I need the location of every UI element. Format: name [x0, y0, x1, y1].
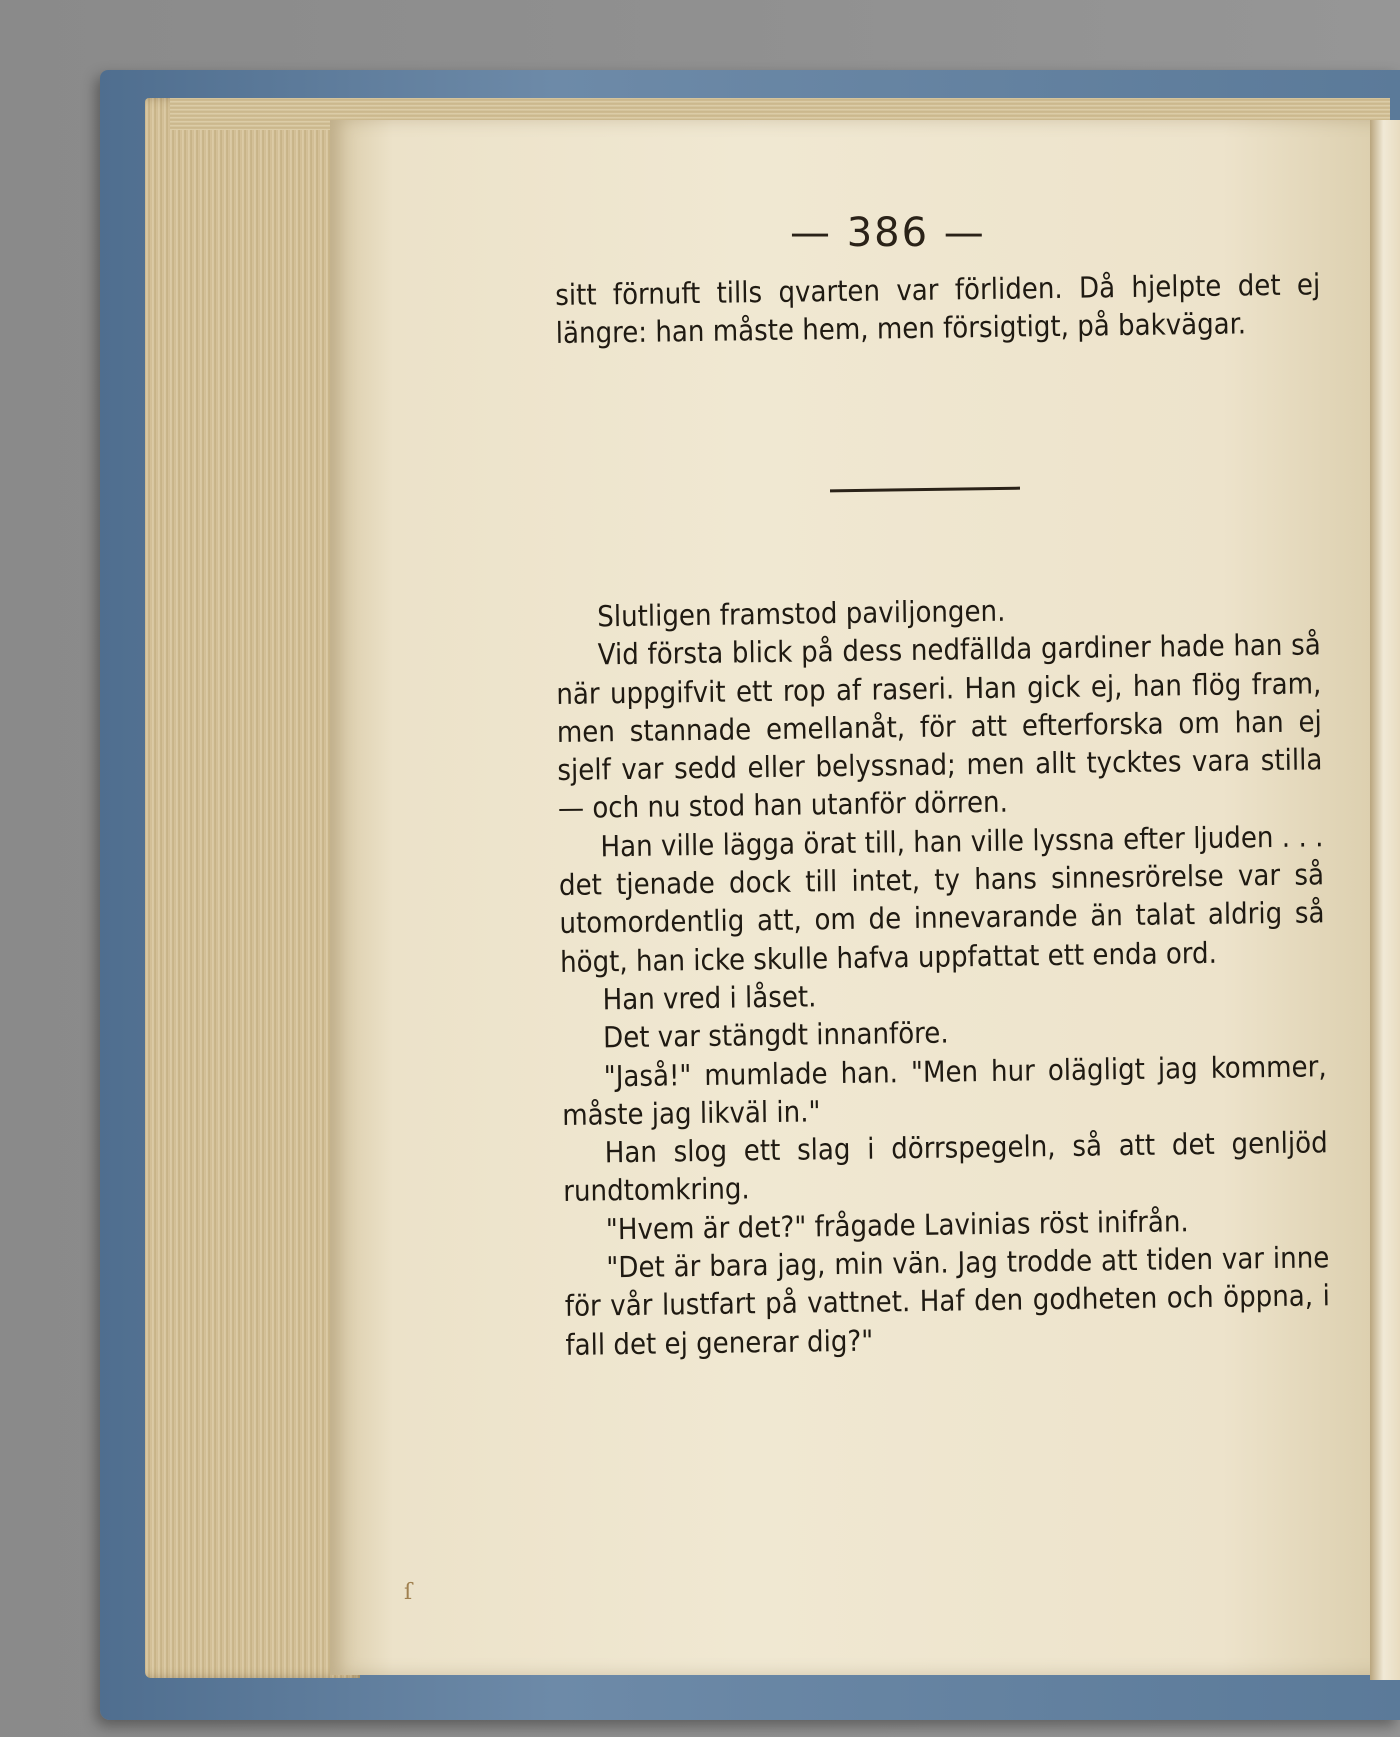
paragraph: "Jaså!" mumlade han. "Men hur olägligt jag kommer, måste jag likväl in." [561, 1048, 1327, 1132]
paragraph: Han vred i låset. [602, 979, 817, 1017]
paragraph: Han slog ett slag i dörrspegeln, så att det genljöd rundtomkring. [563, 1125, 1328, 1209]
opening-paragraph: sitt förnuft tills qvarten var förliden. Då hjelpte det ej längre: han måste hem, men försigtigt, på bakvägar. [555, 267, 1321, 351]
facing-page-edge [1370, 120, 1400, 1680]
ink-mark: ſ [404, 1580, 413, 1605]
opening-text [555, 265, 1321, 352]
chapter-text [555, 587, 1331, 1364]
paragraph: Det var stängdt innanföre. [602, 1015, 949, 1055]
paragraph: "Det är bara jag, min vän. Jag trodde att tiden var inne för vår lustfart på vattnet. Haf den godheten och öppna, i fall det ej generar dig?" [564, 1240, 1331, 1362]
paragraph: Han ville lägga örat till, han ville lyssna efter ljuden . . . det tjenade dock till intet, ty hans sinnesrörelse var så utomordentlig att, om de innevarande än talat aldrig så högt, han icke skulle hafva uppfattat ett enda ord. [558, 819, 1325, 979]
paragraph: Slutligen framstod paviljongen. [597, 593, 1006, 634]
paragraph: Vid första blick på dess nedfällda gardiner hade han så när uppgifvit ett rop af raseri. Han gick ej, han flög fram, men stannade emellanåt, för att efterforska om han ej sjelf var sedd eller belyssnad; men allt tycktes vara stilla — och nu stod han utanför dörren. [556, 627, 1323, 826]
page-number: — 386 — [790, 210, 986, 256]
page-edges [145, 98, 360, 1678]
paragraph: "Hvem är det?" frågade Lavinias röst inifrån. [605, 1203, 1189, 1247]
